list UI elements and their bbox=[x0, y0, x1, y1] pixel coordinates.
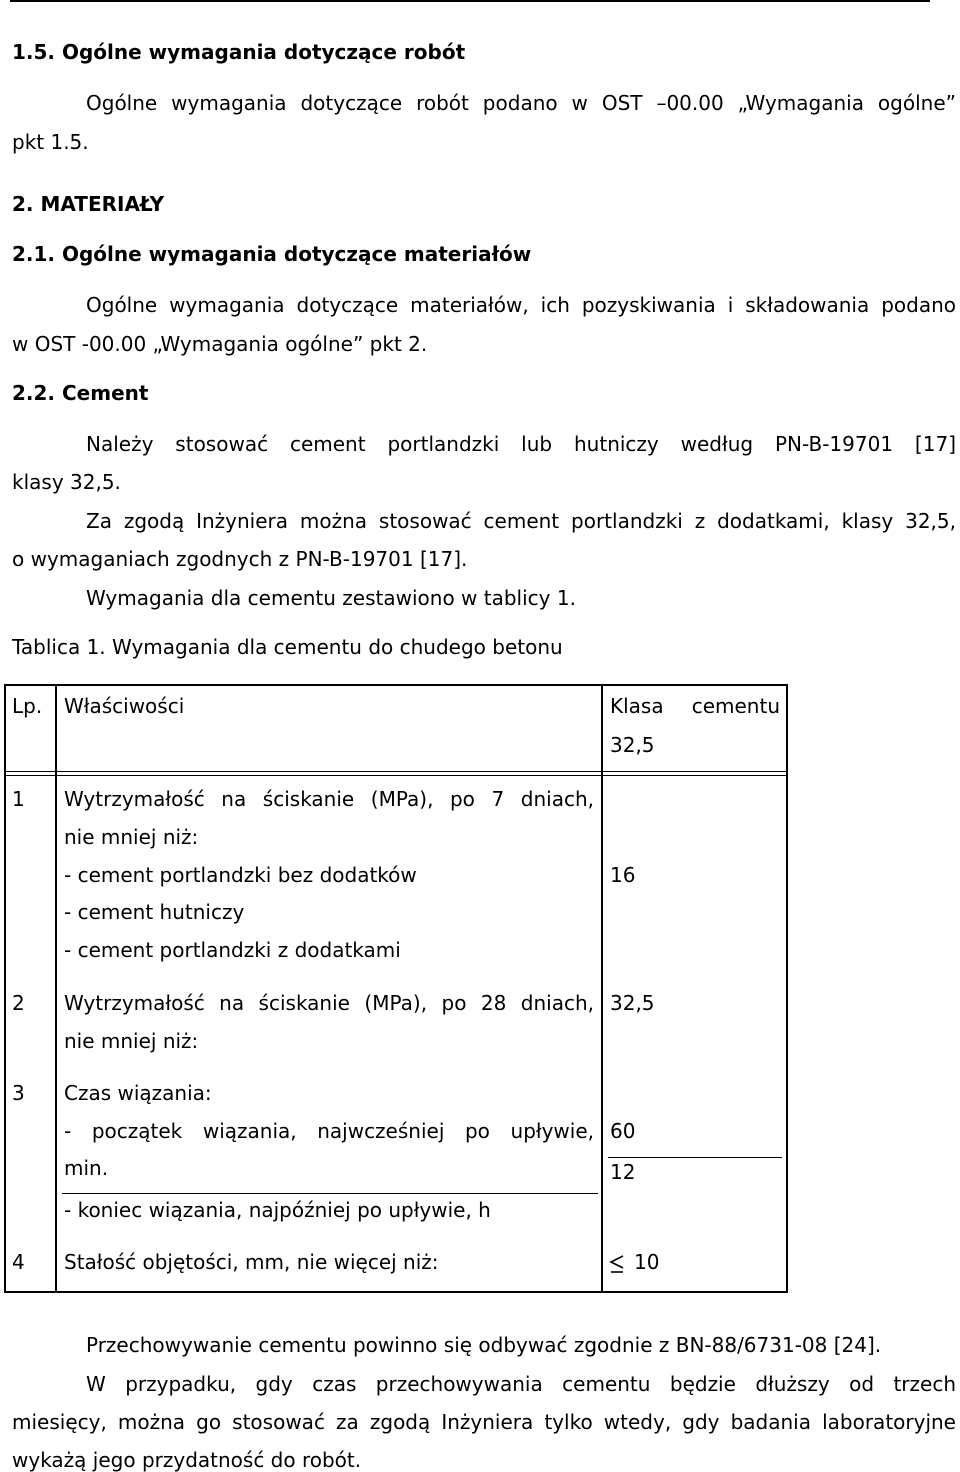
row3-property-rule bbox=[62, 1193, 598, 1194]
row3-value-end: 12 bbox=[610, 1160, 636, 1184]
heading-2-1: 2.1. Ogólne wymagania dotyczące materiałów bbox=[12, 242, 532, 266]
row2-lp: 2 bbox=[12, 991, 25, 1015]
para-2-2-p1-line2: klasy 32,5. bbox=[12, 470, 121, 494]
row1-line2: nie mniej niż: bbox=[64, 825, 199, 849]
row4-line1: Stałość objętości, mm, nie więcej niż: bbox=[64, 1250, 439, 1274]
heading-1-5: 1.5. Ogólne wymagania dotyczące robót bbox=[12, 40, 466, 64]
row4-value: 10 bbox=[634, 1250, 660, 1274]
para-2-2-p1-line1: Należy stosować cement portlandzki lub hutniczy według PN-B-19701 [17] bbox=[86, 432, 956, 456]
after-table-p2-line1: W przypadku, gdy czas przechowywania cementu będzie dłuższy od trzech bbox=[86, 1372, 956, 1396]
row3-line2: - początek wiązania, najwcześniej po upływie, bbox=[64, 1119, 594, 1143]
after-table-p1: Przechowywanie cementu powinno się odbywać zgodnie z BN-88/6731-08 [24]. bbox=[86, 1333, 882, 1357]
row1-value: 16 bbox=[610, 863, 636, 887]
para-1-5-line2: pkt 1.5. bbox=[12, 130, 89, 154]
para-2-2-p2-line1: Za zgodą Inżyniera można stosować cement portlandzki z dodatkami, klasy 32,5, bbox=[86, 509, 956, 533]
after-table-p2-line2: miesięcy, można go stosować za zgodą Inżyniera tylko wtedy, gdy badania laboratoryjne bbox=[12, 1410, 956, 1434]
row1-line5: - cement portlandzki z dodatkami bbox=[64, 938, 401, 962]
table-border-bottom bbox=[4, 1291, 788, 1293]
row3-line4: - koniec wiązania, najpóźniej po upływie, h bbox=[64, 1198, 491, 1222]
para-2-2-p2-line2: o wymaganiach zgodnych z PN-B-19701 [17]. bbox=[12, 547, 468, 571]
row2-line1: Wytrzymałość na ściskanie (MPa), po 28 dniach, bbox=[64, 991, 594, 1015]
row3-line3: min. bbox=[64, 1156, 109, 1180]
row1-lp: 1 bbox=[12, 787, 25, 811]
row3-lp: 3 bbox=[12, 1081, 25, 1105]
row4-value-cell bbox=[608, 1250, 659, 1274]
row3-value-rule bbox=[608, 1157, 782, 1158]
header-properties: Właściwości bbox=[64, 694, 185, 718]
table-header-rule-2 bbox=[4, 775, 788, 776]
after-table-p2-line3: wykażą jego przydatność do robót. bbox=[12, 1448, 362, 1472]
table-caption: Tablica 1. Wymagania dla cementu do chudego betonu bbox=[12, 635, 563, 659]
para-2-1-line2: w OST -00.00 „Wymagania ogólne” pkt 2. bbox=[12, 332, 428, 356]
row1-line4: - cement hutniczy bbox=[64, 900, 245, 924]
row2-value: 32,5 bbox=[610, 991, 655, 1015]
para-2-1-line1: Ogólne wymagania dotyczące materiałów, ich pozyskiwania i składowania podano bbox=[86, 293, 956, 317]
header-class-line2: 32,5 bbox=[610, 733, 655, 757]
para-2-2-p3: Wymagania dla cementu zestawiono w tablicy 1. bbox=[86, 586, 576, 610]
table-header-rule-1 bbox=[4, 771, 788, 772]
row3-line1: Czas wiązania: bbox=[64, 1081, 212, 1105]
top-rule bbox=[10, 0, 930, 2]
para-1-5-line1: Ogólne wymagania dotyczące robót podano w OST –00.00 „Wymagania ogólne” bbox=[86, 91, 956, 115]
row4-spacer bbox=[4, 1238, 788, 1239]
row4-lp: 4 bbox=[12, 1250, 25, 1274]
heading-2-2: 2.2. Cement bbox=[12, 381, 149, 405]
row2-line2: nie mniej niż: bbox=[64, 1029, 199, 1053]
header-lp: Lp. bbox=[12, 694, 43, 718]
header-class-line1: Klasa cementu bbox=[610, 694, 780, 718]
row1-line3: - cement portlandzki bez dodatków bbox=[64, 863, 417, 887]
less-or-equal-icon bbox=[608, 1254, 626, 1274]
row1-line1: Wytrzymałość na ściskanie (MPa), po 7 dniach, bbox=[64, 787, 594, 811]
heading-2: 2. MATERIAŁY bbox=[12, 192, 165, 216]
table-border-top bbox=[4, 684, 788, 686]
row3-value-start: 60 bbox=[610, 1119, 636, 1143]
